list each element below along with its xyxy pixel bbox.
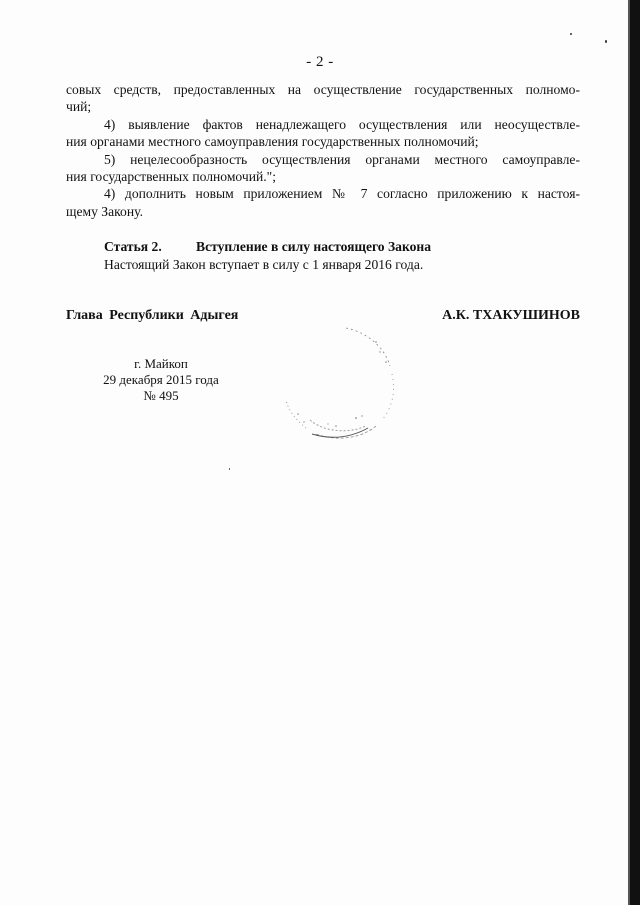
article-number: Статья 2. bbox=[104, 239, 162, 254]
paragraph-line: 5) нецелесообразность осуществления органами местного самоуправле- bbox=[104, 151, 580, 167]
paragraph-line: 4) выявление фактов ненадлежащего осуществления или неосуществле- bbox=[104, 116, 580, 132]
scan-speck bbox=[229, 468, 230, 470]
place-date-block bbox=[96, 356, 226, 404]
law-number: № 495 bbox=[143, 388, 179, 403]
scan-border-right bbox=[630, 0, 640, 905]
article-title: Вступление в силу настоящего Закона bbox=[196, 239, 432, 254]
stamp-inner-arc bbox=[310, 420, 366, 431]
paragraph-line: 4) дополнить новым приложением № 7 согласно приложению к настоя- bbox=[104, 186, 580, 202]
city: г. Майкоп bbox=[134, 356, 188, 371]
stamp-arc-left bbox=[286, 400, 306, 428]
scan-border-shadow bbox=[628, 0, 630, 905]
article-2 bbox=[104, 238, 584, 274]
paragraph-line: чий; bbox=[66, 99, 92, 115]
scan-speck bbox=[605, 40, 607, 43]
official-seal-stamp bbox=[276, 322, 404, 448]
scan-speck bbox=[570, 33, 572, 35]
signatory-position: Глава Республики Адыгея bbox=[66, 308, 239, 323]
body-paragraphs bbox=[66, 81, 580, 220]
stamp-arc-top bbox=[346, 328, 390, 366]
article-body: Настоящий Закон вступает в силу с 1 января 2016 года. bbox=[104, 257, 424, 272]
stamp-arc-right bbox=[382, 374, 394, 420]
paragraph-line: ния органами местного самоуправления государственных полномочий; bbox=[66, 134, 479, 150]
stamp-underline bbox=[312, 428, 368, 437]
page-number: - 2 - bbox=[306, 54, 334, 70]
paragraph-line: совых средств, предоставленных на осуществление государственных полномо- bbox=[66, 82, 580, 97]
paragraph-line: ния государственных полномочий."; bbox=[66, 169, 276, 185]
paragraph-line: щему Закону. bbox=[66, 203, 143, 219]
signatory-name: А.К. ТХАКУШИНОВ bbox=[442, 308, 580, 323]
article-heading bbox=[104, 238, 584, 256]
law-date: 29 декабря 2015 года bbox=[103, 372, 219, 387]
